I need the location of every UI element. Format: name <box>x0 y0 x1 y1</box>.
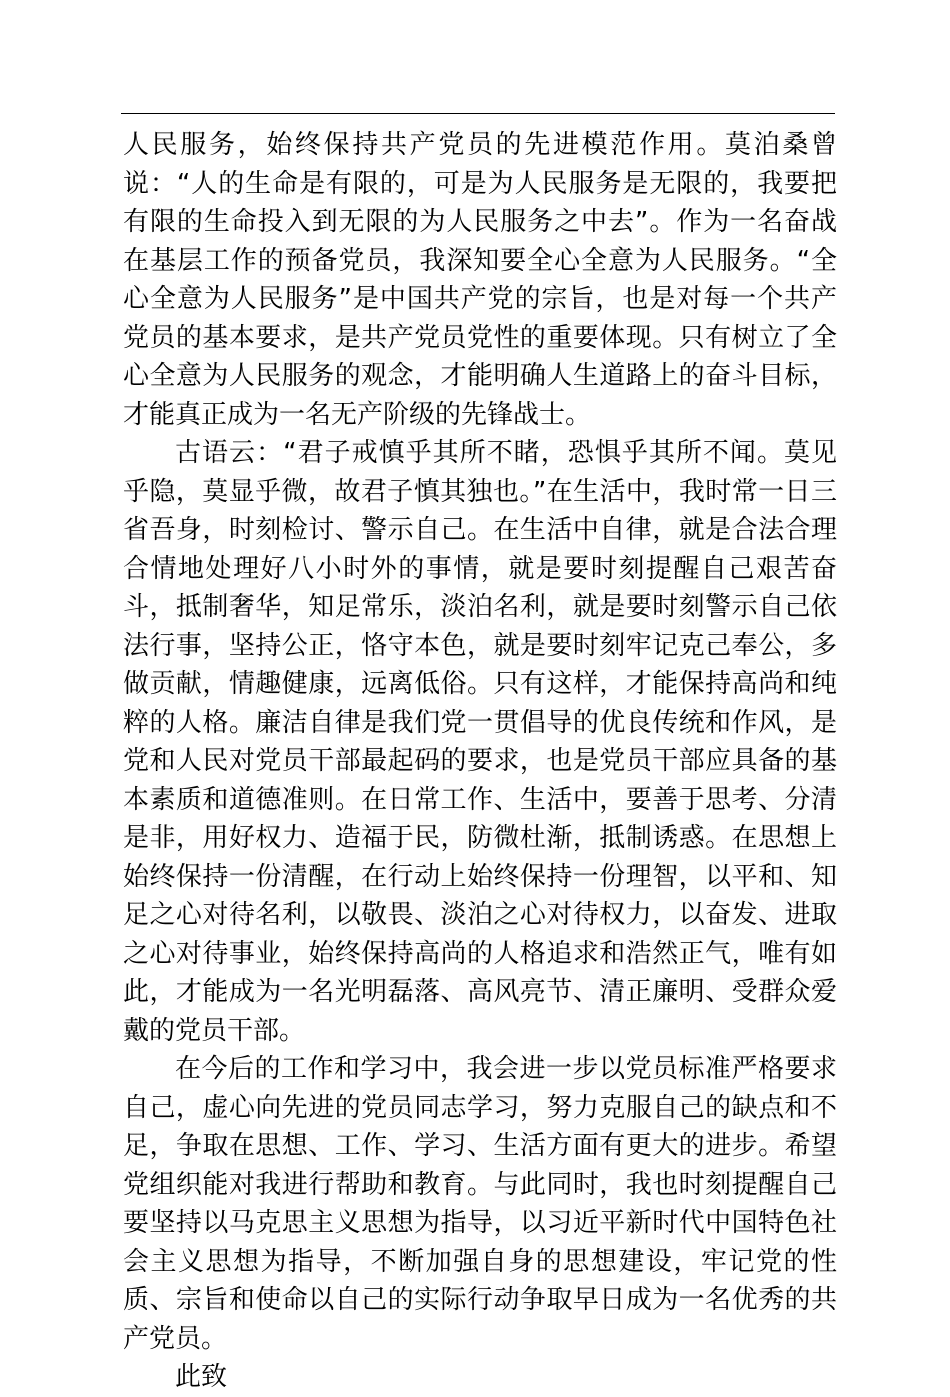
paragraph-continuation: 人民服务，始终保持共产党员的先进模范作用。莫泊桑曾说：“人的生命是有限的，可是为人民服务是无限的，我要把有限的生命投入到无限的为人民服务之中去”。作为一名奋战在基层工作的预备党员，我深知要全心全意为人民服务。“全心全意为人民服务”是中国共产党的宗旨，也是对每一个共产党员的基本要求，是共产党员党性的重要体现。只有树立了全心全意为人民服务的观念，才能明确人生道路上的奋斗目标，才能真正成为一名无产阶级的先锋战士。 <box>123 130 837 430</box>
paragraph-self-discipline: 古语云：“君子戒慎乎其所不睹，恐惧乎其所不闻。莫见乎隐，莫显乎微，故君子慎其独也。”在生活中，我时常一日三省吾身，时刻检讨、警示自己。在生活中自律，就是合法合理合情地处理好八小时外的事情，就是要时刻提醒自己艰苦奋斗，抵制奢华，知足常乐，淡泊名利，就是要时刻警示自己依法行事，坚持公正，恪守本色，就是要时刻牢记克己奉公，多做贡献，情趣健康，远离低俗。只有这样，才能保持高尚和纯粹的人格。廉洁自律是我们党一贯倡导的优良传统和作风，是党和人民对党员干部最起码的要求，也是党员干部应具备的基本素质和道德准则。在日常工作、生活中，要善于思考、分清是非，用好权力、造福于民，防微杜渐，抵制诱惑。在思想上始终保持一份清醒，在行动上始终保持一份理智，以平和、知足之心对待名利，以敬畏、淡泊之心对待权力，以奋发、进取之心对待事业，始终保持高尚的人格追求和浩然正气，唯有如此，才能成为一名光明磊落、高风亮节、清正廉明、受群众爱戴的党员干部。 <box>123 438 837 1046</box>
header-rule <box>121 113 835 114</box>
paragraph-future-plan: 在今后的工作和学习中，我会进一步以党员标准严格要求自己，虚心向先进的党员同志学习，努力克服自己的缺点和不足，争取在思想、工作、学习、生活方面有更大的进步。希望党组织能对我进行帮助和教育。与此同时，我也时刻提醒自己要坚持以马克思主义思想为指导，以习近平新时代中国特色社会主义思想为指导，不断加强自身的思想建设，牢记党的性质、宗旨和使命以自己的实际行动争取早日成为一名优秀的共产党员。 <box>123 1054 837 1354</box>
closing-salutation: 此致 <box>175 1362 228 1392</box>
document-body <box>123 126 837 1397</box>
